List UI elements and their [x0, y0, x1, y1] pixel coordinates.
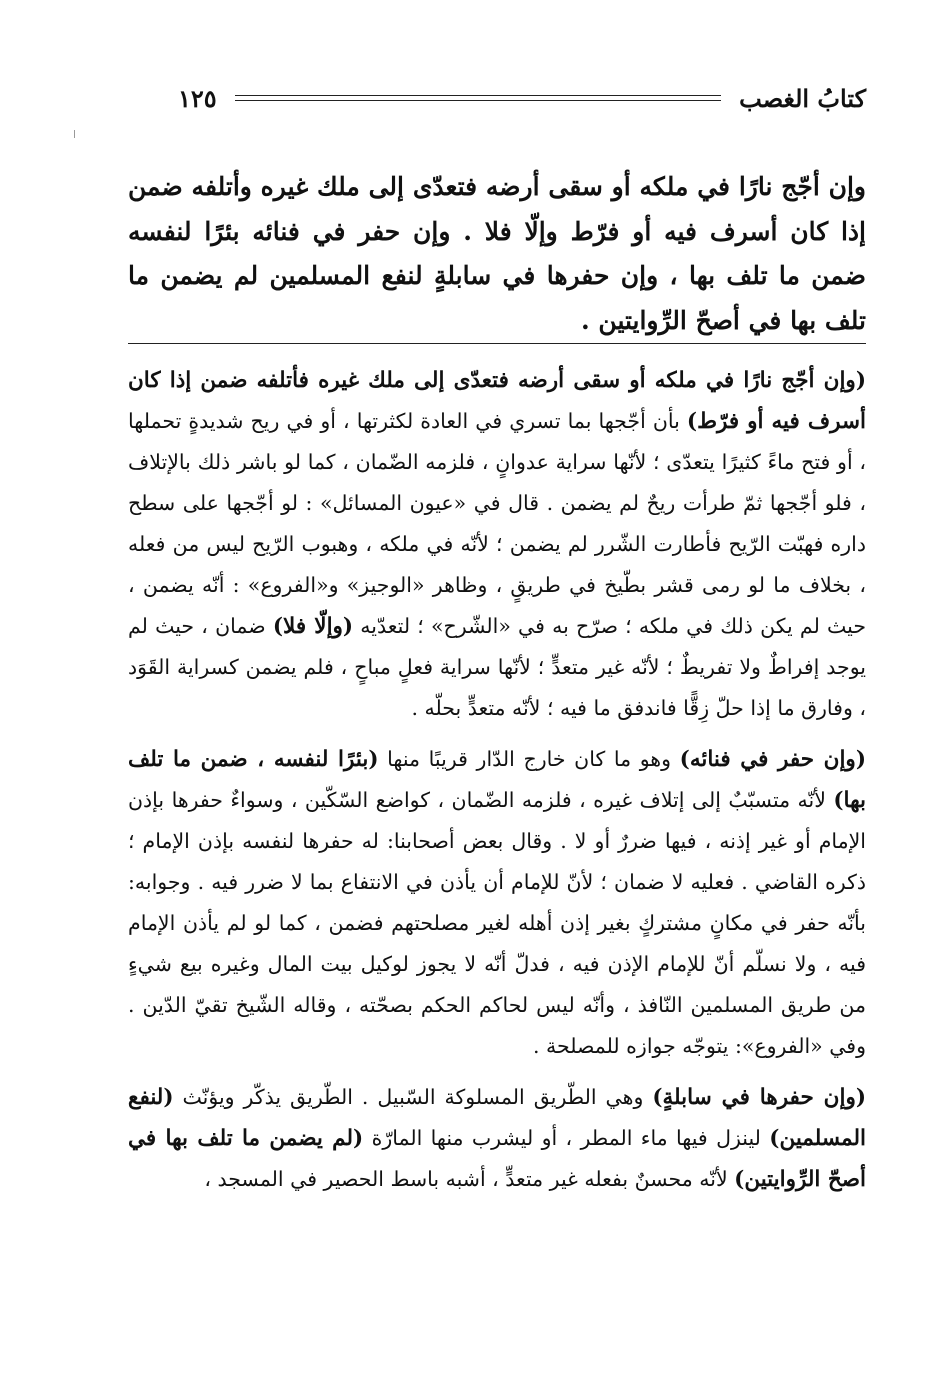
commentary-text: ضمان ، حيث لم يوجد إفراطٌ ولا تفريطٌ ؛ لأنّه غير متعدٍّ ؛ لأنّها سراية فعلٍ مباحٍ ، فلم يضمن كسراية القَوَد ، وفارق ما إذا حلّ زِقًّا فاندفق ما فيه ؛ لأنّه متعدٍّ بحلّه .: [128, 614, 866, 720]
quoted-matn: (وإن أجّج نارًا في ملكه أو سقى أرضه فتعدّى إلى ملك غيره فأتلفه ضمن إذا كان أسرف فيه أو فرّط): [128, 368, 866, 434]
commentary: [128, 360, 866, 1210]
commentary-text: لأنّه محسنٌ بفعله غير متعدٍّ ، أشبه باسط الحصير في المسجد ،: [204, 1167, 735, 1191]
quoted-matn: (وإلّا فلا): [272, 614, 354, 639]
commentary-text: لينزل فيها ماء المطر ، أو ليشرب منها المارّة: [363, 1126, 770, 1150]
chapter-title: كتابُ الغصب: [739, 83, 866, 113]
commentary-paragraph-2: [128, 739, 866, 1067]
commentary-paragraph-1: [128, 360, 866, 729]
quoted-matn: (وإن حفر في فنائه): [679, 747, 866, 772]
running-header: [170, 78, 866, 118]
commentary-text: لأنّه متسبّبٌ إلى إتلاف غيره ، فلزمه الضّمان ، كواضع السّكّين ، وسواءٌ حفرها بإذن الإمام أو غير إذنه ، فيها ضررٌ أو لا . وقال بعض أصحابنا: له حفرها لنفسه بإذن الإمام ؛ ذكره القاضي . فعليه لا ضمان ؛ لأنّ للإمام أن يأذن في الانتفاع بما لا ضرر فيه . وجوابه: بأنّه حفر في مكانٍ مشتركٍ بغير إذن أهله لغير مصلحتهم فضمن ، كما لو لم يأذن الإمام فيه ، ولا نسلّم أنّ للإمام الإذن فيه ، فدلّ أنّه لا يجوز لوكيل بيت المال وغيره بيع شيءٍ من طريق المسلمين النّافذ ، وأنّه ليس لحاكم الحكم بصحّته ، وقاله الشّيخ تقيّ الدّين . وفي «الفروع»: يتوجّه جوازه للمصلحة .: [128, 788, 866, 1058]
quoted-matn: (بئرًا لنفسه ، ضمن ما تلف بها): [128, 747, 866, 813]
commentary-text: بأن أجّجها بما تسري في العادة لكثرتها ، أو في ريح شديدةٍ تحملها ، أو فتح ماءً كثيرًا يتعدّى ؛ لأنّها سراية عدوانٍ ، فلزمه الضّمان ، كما لو باشر ذلك بالإتلاف ، فلو أجّجها ثمّ طرأت ريحٌ لم يضمن . قال في «عيون المسائل» : لو أجّجها على سطح داره فهبّت الرّيح فأطارت الشّرر لم يضمن ؛ لأنّه في ملكه ، وهبوب الرّيح ليس من فعله ، بخلاف ما لو رمى قشر بطّيخ في طريقٍ ، وظاهر «الوجيز» و«الفروع» : أنّه يضمن ، حيث لم يكن ذلك في ملكه ؛ صرّح به في «الشّرح» ؛ لتعدّيه: [128, 409, 867, 638]
margin-mark: [74, 130, 75, 138]
quoted-matn: (لم يضمن ما تلف بها في أصحّ الرِّوايتين): [128, 1126, 866, 1192]
quoted-matn: (لنفع المسلمين): [128, 1085, 866, 1151]
commentary-text: وهي الطّريق المسلوكة السّبيل . الطّريق يذكّر ويؤنّث: [173, 1085, 653, 1109]
quoted-matn: (وإن حفرها في سابلةٍ): [652, 1085, 866, 1110]
matn-separator-rule: [128, 343, 866, 344]
commentary-text: وهو ما كان خارج الدّار قريبًا منها: [378, 747, 680, 771]
commentary-paragraph-3: [128, 1077, 866, 1200]
page-number: ١٢٥: [178, 83, 217, 113]
matn-text: وإن أجّج نارًا في ملكه أو سقى أرضه فتعدّى إلى ملك غيره وأتلفه ضمن إذا كان أسرف فيه أو فرّط وإلّا فلا . وإن حفر في فنائه بئرًا لنفسه ضمن ما تلف بها ، وإن حفرها في سابلةٍ لنفع المسلمين لم يضمن ما تلف بها في أصحّ الرِّوايتين .: [128, 172, 866, 335]
header-rule: [235, 95, 721, 101]
